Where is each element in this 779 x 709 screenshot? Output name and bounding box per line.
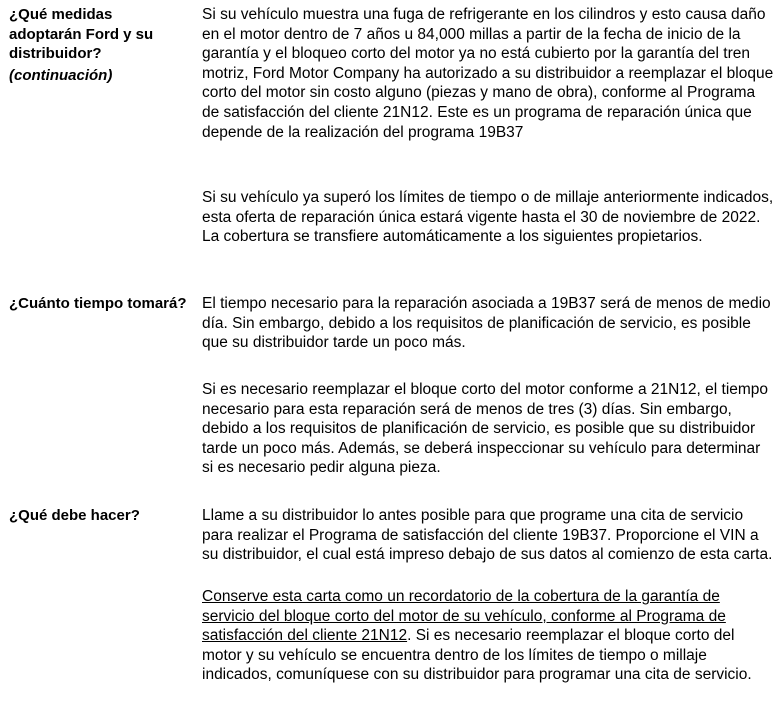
answer-paragraph: Si su vehículo muestra una fuga de refrigerante en los cilindros y esto causa daño en el motor dentro de 7 años u 84,000 millas a partir de la fecha de inicio de la garantía y el bloqueo corto del motor ya no está cubierto por la garantía del tren motriz, Ford Motor Company ha autorizado a su distribuidor a reemplazar el bloque corto del motor sin costo alguno (piezas y mano de obra), conforme al Programa de satisfacción del cliente 21N12. Este es un programa de reparación única que depende de la realización del programa 19B37 bbox=[202, 6, 774, 141]
question-text: ¿Qué medidas adoptarán Ford y su distribuidor? bbox=[9, 6, 154, 62]
question-how-long: ¿Cuánto tiempo tomará? bbox=[9, 295, 187, 312]
answer-paragraph-keep-letter bbox=[202, 587, 774, 685]
answer-paragraph: El tiempo necesario para la reparación asociada a 19B37 será de menos de medio día. Sin embargo, debido a los requisitos de planificación de servicio, es posible que su distribuidor tarde un poco más. bbox=[202, 295, 771, 352]
answer-paragraph: Si es necesario reemplazar el bloque corto del motor conforme a 21N12, el tiempo necesario para esta reparación será de menos de tres (3) días. Sin embargo, debido a los requisitos de planificación de servicio, es posible que su distribuidor tarde un poco más. Además, se deberá inspeccionar su vehículo para determinar si es necesario pedir alguna pieza. bbox=[202, 381, 769, 477]
answer-paragraph: Llame a su distribuidor lo antes posible para que programe una cita de servicio para realizar el Programa de satisfacción del cliente 19B37. Proporcione el VIN a su distribuidor, el cual está impreso debajo de sus datos al comienzo de esta carta. bbox=[202, 507, 773, 564]
keep-letter-continuation: . Si es necesario reemplazar el bloque corto del motor y su vehículo se encuentra dentro de los límites de tiempo o millaje indicados, comuníquese con su distribuidor para programar una cita de servicio. bbox=[202, 627, 752, 684]
answer-paragraph: Si su vehículo ya superó los límites de tiempo o de millaje anteriormente indicados, esta oferta de reparación única estará vigente hasta el 30 de noviembre de 2022. La cobertura se transfiere automáticamente a los siguientes propietarios. bbox=[202, 189, 774, 246]
question-what-to-do: ¿Qué debe hacer? bbox=[9, 507, 140, 524]
continuation-label: (continuación) bbox=[9, 66, 113, 84]
keep-letter-notice: Conserve esta carta como un recordatorio de la cobertura de la garantía de servicio del bloque corto del motor de su vehículo, conforme al Programa de satisfacción del cliente 21N12 bbox=[202, 588, 726, 645]
question-ford-actions bbox=[9, 5, 189, 85]
